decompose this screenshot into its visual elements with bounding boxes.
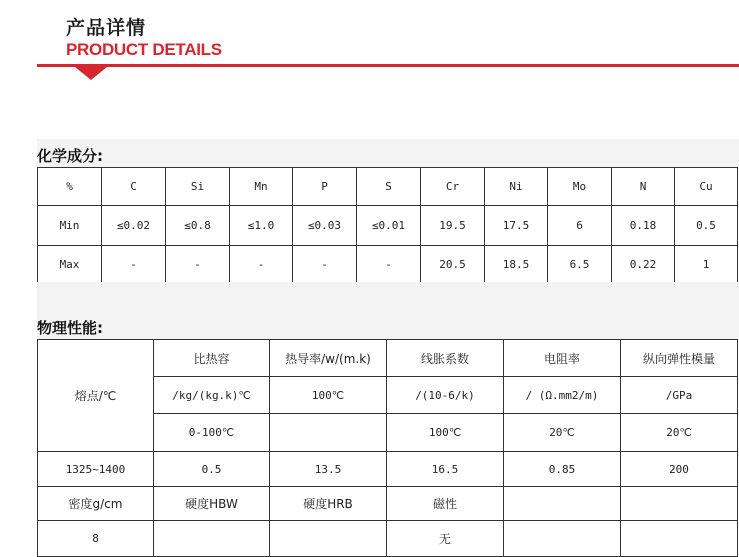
chem-header-cell: Si — [166, 168, 230, 206]
phys-col-title: 比热容 — [154, 340, 270, 377]
chem-header-cell: Cr — [421, 168, 485, 206]
phys-value-cell: 0.5 — [154, 452, 270, 487]
phys-condition-cell: 100℃ — [387, 414, 504, 452]
chem-section-title: 化学成分: — [37, 147, 103, 165]
phys-unit-cell: /(10-6/k) — [387, 377, 504, 414]
melting-point-label: 熔点/℃ — [38, 340, 154, 452]
empty-cell — [154, 521, 270, 557]
phys-unit-cell: / (Ω.mm2/m) — [504, 377, 621, 414]
phys-col-title: 热导率/w/(m.k) — [270, 340, 387, 377]
chem-header-row — [38, 168, 738, 206]
chem-cell: 20.5 — [421, 246, 485, 284]
chem-min-row — [38, 206, 738, 246]
chem-header-cell: N — [612, 168, 675, 206]
phys-label-row — [38, 487, 738, 521]
page-header — [0, 0, 739, 85]
chem-cell: 17.5 — [485, 206, 548, 246]
hardness-hrb-label: 硬度HRB — [270, 487, 387, 521]
chem-cell: - — [293, 246, 357, 284]
chem-cell: 0.22 — [612, 246, 675, 284]
empty-cell — [270, 521, 387, 557]
header-divider — [37, 64, 739, 67]
chem-cell: 6 — [548, 206, 612, 246]
phys-condition-cell: 20℃ — [504, 414, 621, 452]
chem-cell: - — [102, 246, 166, 284]
phys-unit-cell: 100℃ — [270, 377, 387, 414]
chem-title-band — [37, 139, 739, 169]
chem-cell: 0.5 — [675, 206, 738, 246]
chem-cell: - — [166, 246, 230, 284]
chem-cell: Max — [38, 246, 102, 284]
phys-value-row — [38, 452, 738, 487]
chem-header-cell: P — [293, 168, 357, 206]
chem-header-cell: S — [357, 168, 421, 206]
magnetic-label: 磁性 — [387, 487, 504, 521]
chem-table — [37, 167, 738, 284]
chem-header-cell: % — [38, 168, 102, 206]
chem-cell: 1 — [675, 246, 738, 284]
chem-header-cell: Cu — [675, 168, 738, 206]
phys-condition-cell: 0-100℃ — [154, 414, 270, 452]
chem-cell: - — [357, 246, 421, 284]
empty-cell — [621, 487, 738, 521]
phys-condition-cell: 20℃ — [621, 414, 738, 452]
phys-value-cell: 13.5 — [270, 452, 387, 487]
phys-value-cell: 16.5 — [387, 452, 504, 487]
hardness-hbw-label: 硬度HBW — [154, 487, 270, 521]
density-value: 8 — [38, 521, 154, 557]
phys-value-cell: 0.85 — [504, 452, 621, 487]
chem-header-cell: C — [102, 168, 166, 206]
phys-value-cell: 200 — [621, 452, 738, 487]
chem-cell: ≤0.8 — [166, 206, 230, 246]
chem-cell: 6.5 — [548, 246, 612, 284]
chem-cell: ≤0.01 — [357, 206, 421, 246]
chem-cell: 19.5 — [421, 206, 485, 246]
phys-col-title: 线胀系数 — [387, 340, 504, 377]
chem-header-cell: Mn — [230, 168, 293, 206]
header-triangle-marker — [75, 67, 107, 80]
header-title-cn: 产品详情 — [66, 17, 147, 39]
empty-cell — [504, 487, 621, 521]
phys-col-title: 电阻率 — [504, 340, 621, 377]
phys-bottom-row — [38, 521, 738, 557]
magnetic-value: 无 — [387, 521, 504, 557]
phys-condition-cell — [270, 414, 387, 452]
chem-cell: - — [230, 246, 293, 284]
chem-cell: ≤1.0 — [230, 206, 293, 246]
chem-header-cell: Ni — [485, 168, 548, 206]
phys-section-title: 物理性能: — [37, 319, 103, 337]
phys-title-band — [37, 282, 739, 340]
chem-cell: ≤0.03 — [293, 206, 357, 246]
chem-header-cell: Mo — [548, 168, 612, 206]
phys-unit-cell: /kg/(kg.k)℃ — [154, 377, 270, 414]
chem-cell: 0.18 — [612, 206, 675, 246]
phys-title-row — [38, 340, 738, 377]
density-label: 密度g/cm — [38, 487, 154, 521]
empty-cell — [504, 521, 621, 557]
chem-cell: 18.5 — [485, 246, 548, 284]
phys-unit-cell: /GPa — [621, 377, 738, 414]
phys-col-title: 纵向弹性模量 — [621, 340, 738, 377]
chem-max-row — [38, 246, 738, 284]
chem-cell: ≤0.02 — [102, 206, 166, 246]
empty-cell — [621, 521, 738, 557]
chem-cell: Min — [38, 206, 102, 246]
header-title-en: PRODUCT DETAILS — [66, 40, 222, 59]
phys-table — [37, 339, 738, 557]
melting-point-value: 1325~1400 — [38, 452, 154, 487]
